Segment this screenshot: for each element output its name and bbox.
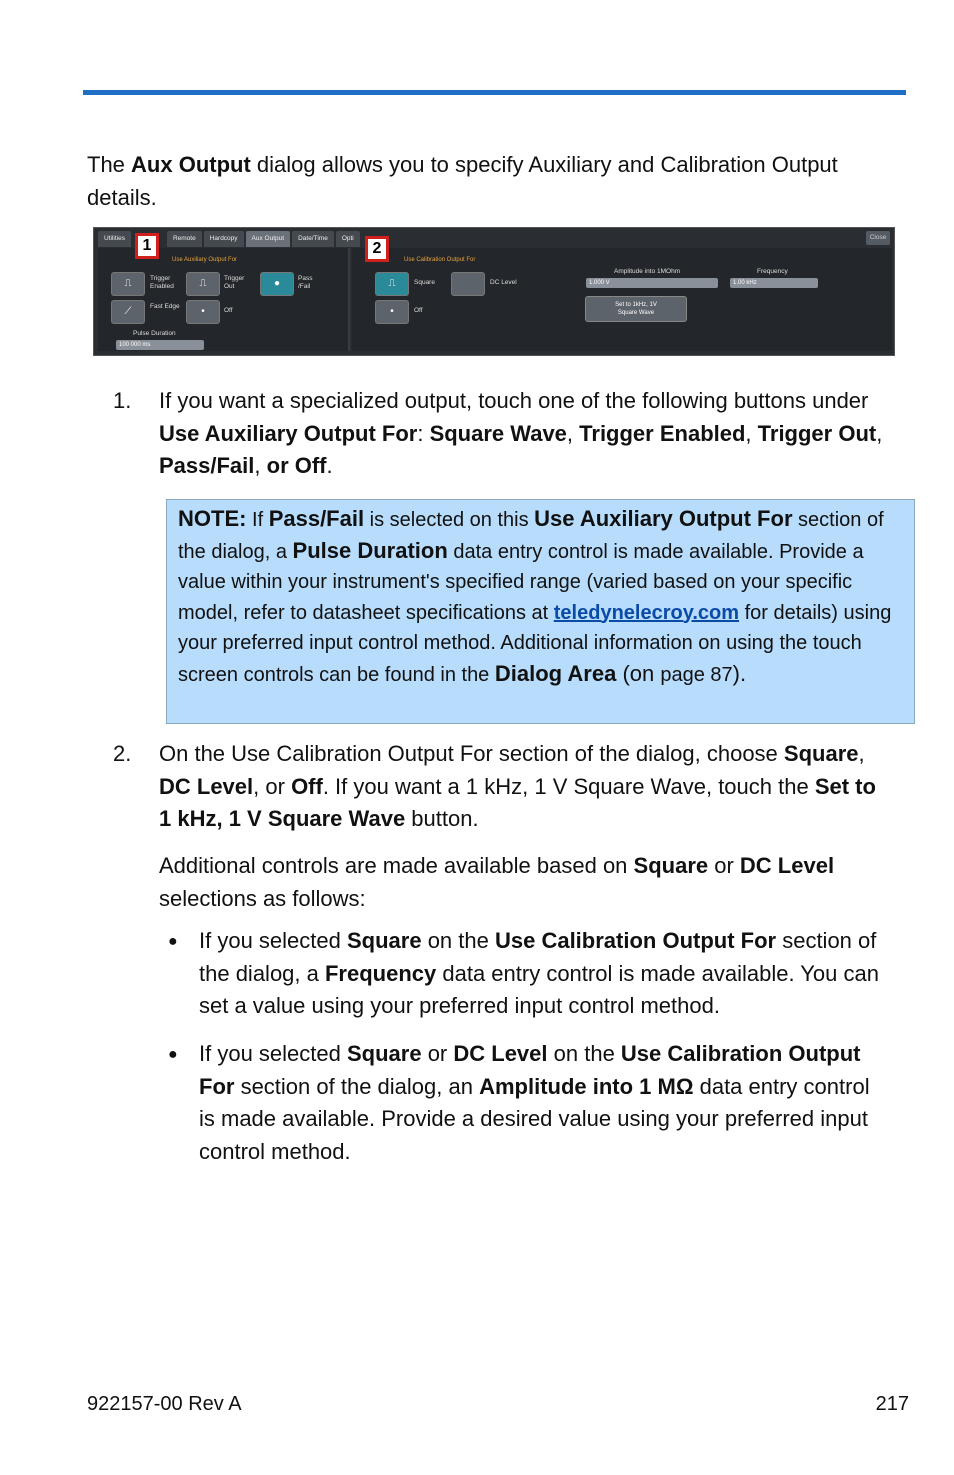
pulse-duration-field[interactable]: 100 000 ms xyxy=(116,340,204,350)
step-2-text: On the Use Calibration Output For section of the dialog, choose Square, DC Level, or Off. If you want a 1 kHz, 1 V Square Wave, touch the Set to 1 kHz, 1 V Square Wave button. xyxy=(159,741,876,831)
bullet-1-marker: ● xyxy=(168,933,178,950)
close-button[interactable]: Close xyxy=(866,231,890,245)
aux-section-title: Use Auxiliary Output For xyxy=(172,257,238,263)
bullet-2-marker: ● xyxy=(168,1046,178,1063)
teledynelecroy-link[interactable]: teledynelecroy.com xyxy=(553,601,740,624)
set-1khz-1v-square-wave-button[interactable] xyxy=(585,296,687,322)
fast-edge-label: Fast Edge xyxy=(150,303,180,310)
bullet-1-text: If you selected Square on the Use Calibration Output For section of the dialog, a Frequency data entry control is made available. You can set a value using your preferred input control method. xyxy=(199,928,879,1018)
square-button[interactable] xyxy=(375,272,409,296)
cal-off-label: Off xyxy=(414,307,423,314)
off-icon: • xyxy=(201,306,205,317)
trigger-enabled-label: Trigger Enabled xyxy=(150,275,174,290)
amplitude-field[interactable]: 1.000 V xyxy=(586,278,718,288)
dc-level-label: DC Level xyxy=(490,279,517,286)
set-button-line2: Square Wave xyxy=(617,310,655,316)
frequency-label: Frequency xyxy=(757,268,788,275)
step-1-number: 1. xyxy=(113,388,132,413)
pulse-duration-label: Pulse Duration xyxy=(133,330,176,337)
off-label: Off xyxy=(224,307,233,314)
frequency-field[interactable]: 1.00 kHz xyxy=(730,278,818,288)
off-icon: • xyxy=(390,306,394,317)
cal-off-button[interactable] xyxy=(375,300,409,324)
note-box: NOTE: If Pass/Fail is selected on this Use Auxiliary Output For section of the dialog, a Pulse Duration data entry control is made available. Provide a value within your instrument's specified range (varied based on your specific model, refer to datasheet specifications at teledynelecroy.com for details) using your preferred input control method. Additional information on using the touch screen controls can be found in the Dialog Area (on page 87). xyxy=(166,499,915,724)
aux-output-panel xyxy=(98,248,348,351)
callout-badge-1: 1 xyxy=(135,233,159,259)
footer-page-number: 217 xyxy=(875,1393,909,1415)
fast-edge-button[interactable] xyxy=(111,300,145,324)
tab-hardcopy[interactable]: Hardcopy xyxy=(204,231,244,247)
step-2-number: 2. xyxy=(113,741,132,766)
pass-fail-button[interactable] xyxy=(260,272,294,296)
pulse-wave-icon: ⎍ xyxy=(199,278,207,289)
tab-date-time[interactable]: Date/Time xyxy=(292,231,334,247)
callout-badge-2: 2 xyxy=(365,236,389,262)
trigger-enabled-button[interactable] xyxy=(111,272,145,296)
set-button-line1: Set to 1kHz, 1V xyxy=(615,302,657,308)
trigger-out-button[interactable] xyxy=(186,272,220,296)
square-label: Square xyxy=(414,279,435,286)
trigger-out-label: Trigger Out xyxy=(224,275,245,290)
pass-fail-icon: ● xyxy=(273,278,281,289)
footer-doc-number: 922157-00 Rev A xyxy=(87,1393,242,1415)
amplitude-label: Amplitude into 1MOhm xyxy=(614,268,681,275)
panel-divider xyxy=(348,248,350,351)
edge-icon: ⟋ xyxy=(124,306,132,317)
off-button[interactable] xyxy=(186,300,220,324)
pass-fail-label: Pass /Fail xyxy=(298,275,313,290)
dc-level-button[interactable] xyxy=(451,272,485,296)
header-rule xyxy=(83,90,906,95)
calibration-output-panel xyxy=(352,248,892,351)
tab-remote[interactable]: Remote xyxy=(167,231,202,247)
additional-controls-text: Additional controls are made available based on Square or DC Level selections as follows: xyxy=(159,853,835,911)
pulse-wave-icon: ⎍ xyxy=(124,278,132,289)
tab-options[interactable]: Opti xyxy=(336,231,360,247)
square-wave-icon: ⎍ xyxy=(388,278,396,289)
aux-output-dialog-screenshot xyxy=(93,227,895,356)
page-87-link[interactable]: page 87 xyxy=(660,663,733,686)
step-1-text: If you want a specialized output, touch one of the following buttons under Use Auxiliary Output For: Square Wave, Trigger Enabled, Trigger Out, Pass/Fail, or Off. xyxy=(159,388,883,478)
tab-utilities[interactable]: Utilities xyxy=(98,231,131,247)
bullet-2-text: If you selected Square or DC Level on the Use Calibration Output For section of the dialog, an Amplitude into 1 MΩ data entry control is made available. Provide a desired value using your preferred input control method. xyxy=(199,1041,870,1164)
cal-section-title: Use Calibration Output For xyxy=(404,257,476,263)
intro-paragraph: The Aux Output dialog allows you to specify Auxiliary and Calibration Output details. xyxy=(87,152,838,210)
tab-aux-output[interactable]: Aux Output xyxy=(246,231,291,247)
